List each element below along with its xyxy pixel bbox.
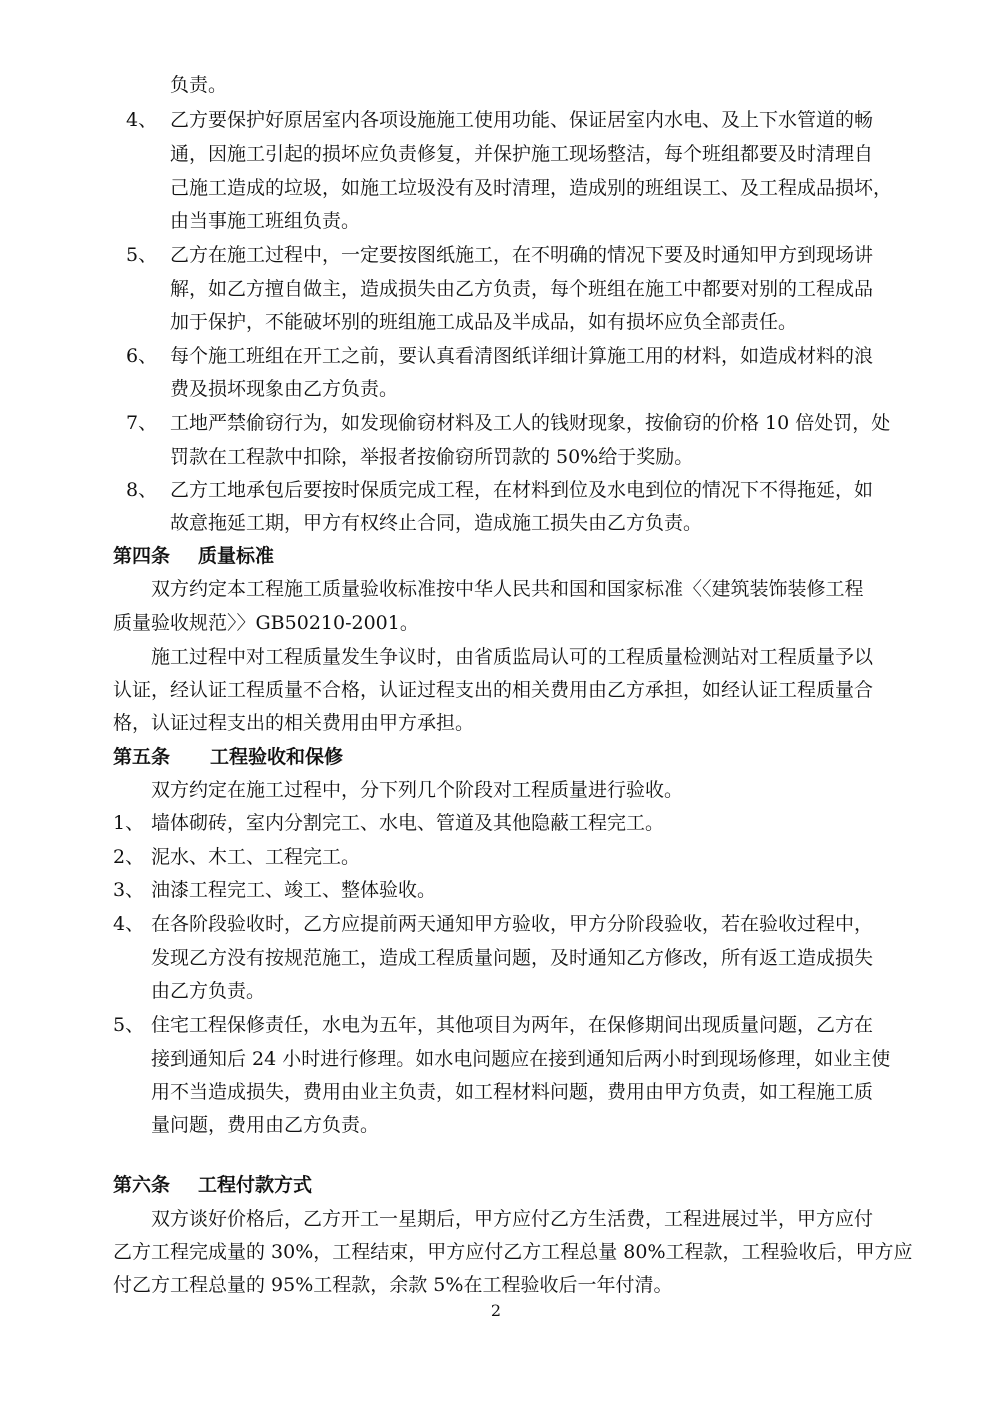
list-number: 3、 [113, 879, 145, 901]
list-number: 5、 [113, 1014, 145, 1036]
list-number: 1、 [113, 812, 145, 834]
paragraph-line: 双方约定本工程施工质量验收标准按中华人民共和国和国家标准〈〈建筑装饰装修工程 [151, 578, 864, 600]
list-item-line: 乙方要保护好原居室内各项设施施工使用功能、保证居室内水电、及上下水管道的畅 [170, 109, 874, 131]
list-item-line: 罚款在工程款中扣除，举报者按偷窃所罚款的 50%给于奖励。 [170, 446, 694, 468]
list-item-line: 解，如乙方擅自做主，造成损失由乙方负责，每个班组在施工中都要对别的工程成品 [170, 278, 874, 300]
list-item-line: 由乙方负责。 [151, 980, 266, 1002]
section-heading-article-4 [113, 539, 274, 574]
list-item-line: 用不当造成损失，费用由业主负责，如工程材料问题，费用由甲方负责，如工程施工质 [151, 1081, 874, 1103]
list-item-line: 乙方在施工过程中，一定要按图纸施工，在不明确的情况下要及时通知甲方到现场讲 [170, 244, 874, 266]
paragraph-line: 质量验收规范〉〉GB50210-2001。 [113, 612, 419, 634]
list-item-line: 工地严禁偷窃行为，如发现偷窃材料及工人的钱财现象，按偷窃的价格 10 倍处罚，处 [170, 412, 891, 434]
paragraph-line: 乙方工程完成量的 30%，工程结束，甲方应付乙方工程总量 80%工程款，工程验收后，甲方应 [113, 1241, 913, 1263]
article-number: 第六条 [113, 1174, 171, 1196]
section-heading-article-6 [113, 1168, 312, 1203]
list-item-line: 墙体砌砖，室内分割完工、水电、管道及其他隐蔽工程完工。 [151, 812, 665, 834]
paragraph-line: 双方谈好价格后，乙方开工一星期后，甲方应付乙方生活费，工程进展过半，甲方应付 [151, 1208, 874, 1230]
list-item-line: 油漆工程完工、竣工、整体验收。 [151, 879, 437, 901]
list-number: 8、 [126, 479, 158, 501]
list-item-line: 住宅工程保修责任，水电为五年，其他项目为两年，在保修期间出现质量问题，乙方在 [151, 1014, 874, 1036]
list-number: 6、 [126, 345, 158, 367]
list-number: 4、 [113, 913, 145, 935]
list-item-line: 费及损坏现象由乙方负责。 [170, 378, 399, 400]
list-number: 4、 [126, 109, 158, 131]
list-item-line: 加于保护，不能破坏别的班组施工成品及半成品，如有损坏应负全部责任。 [170, 311, 798, 333]
list-item-line: 由当事施工班组负责。 [170, 210, 361, 232]
list-item-line: 乙方工地承包后要按时保质完成工程，在材料到位及水电到位的情况下不得拖延，如 [170, 479, 874, 501]
section-heading-article-5 [113, 740, 343, 775]
article-number: 第四条 [113, 545, 171, 567]
list-item-line: 故意拖延工期，甲方有权终止合同，造成施工损失由乙方负责。 [170, 512, 703, 534]
paragraph-line: 付乙方工程总量的 95%工程款，余款 5%在工程验收后一年付清。 [113, 1274, 673, 1296]
paragraph-line: 双方约定在施工过程中，分下列几个阶段对工程质量进行验收。 [151, 779, 684, 801]
article-title: 工程付款方式 [198, 1174, 313, 1196]
paragraph-line: 负责。 [170, 74, 228, 96]
list-number: 5、 [126, 244, 158, 266]
paragraph-line: 格，认证过程支出的相关费用由甲方承担。 [113, 712, 475, 734]
paragraph-line: 施工过程中对工程质量发生争议时，由省质监局认可的工程质量检测站对工程质量予以 [151, 646, 874, 668]
list-number: 2、 [113, 846, 145, 868]
list-item-line: 每个施工班组在开工之前，要认真看清图纸详细计算施工用的材料，如造成材料的浪 [170, 345, 874, 367]
list-item-line: 发现乙方没有按规范施工，造成工程质量问题，及时通知乙方修改，所有返工造成损失 [151, 947, 874, 969]
article-title: 质量标准 [198, 545, 275, 567]
list-item-line: 接到通知后 24 小时进行修理。如水电问题应在接到通知后两小时到现场修理，如业主使 [151, 1048, 891, 1070]
article-number: 第五条 [113, 746, 171, 768]
list-item-line: 在各阶段验收时，乙方应提前两天通知甲方验收，甲方分阶段验收，若在验收过程中， [151, 913, 874, 935]
page-number: 2 [490, 1301, 502, 1320]
article-title: 工程验收和保修 [210, 746, 344, 768]
list-item-line: 量问题，费用由乙方负责。 [151, 1114, 380, 1136]
list-number: 7、 [126, 412, 158, 434]
list-item-line: 泥水、木工、工程完工。 [151, 846, 361, 868]
paragraph-line: 认证，经认证工程质量不合格，认证过程支出的相关费用由乙方承担，如经认证工程质量合 [113, 679, 874, 701]
list-item-line: 通，因施工引起的损坏应负责修复，并保护施工现场整洁，每个班组都要及时清理自 [170, 143, 874, 165]
list-item-line: 己施工造成的垃圾，如施工垃圾没有及时清理，造成别的班组误工、及工程成品损坏， [170, 177, 893, 199]
